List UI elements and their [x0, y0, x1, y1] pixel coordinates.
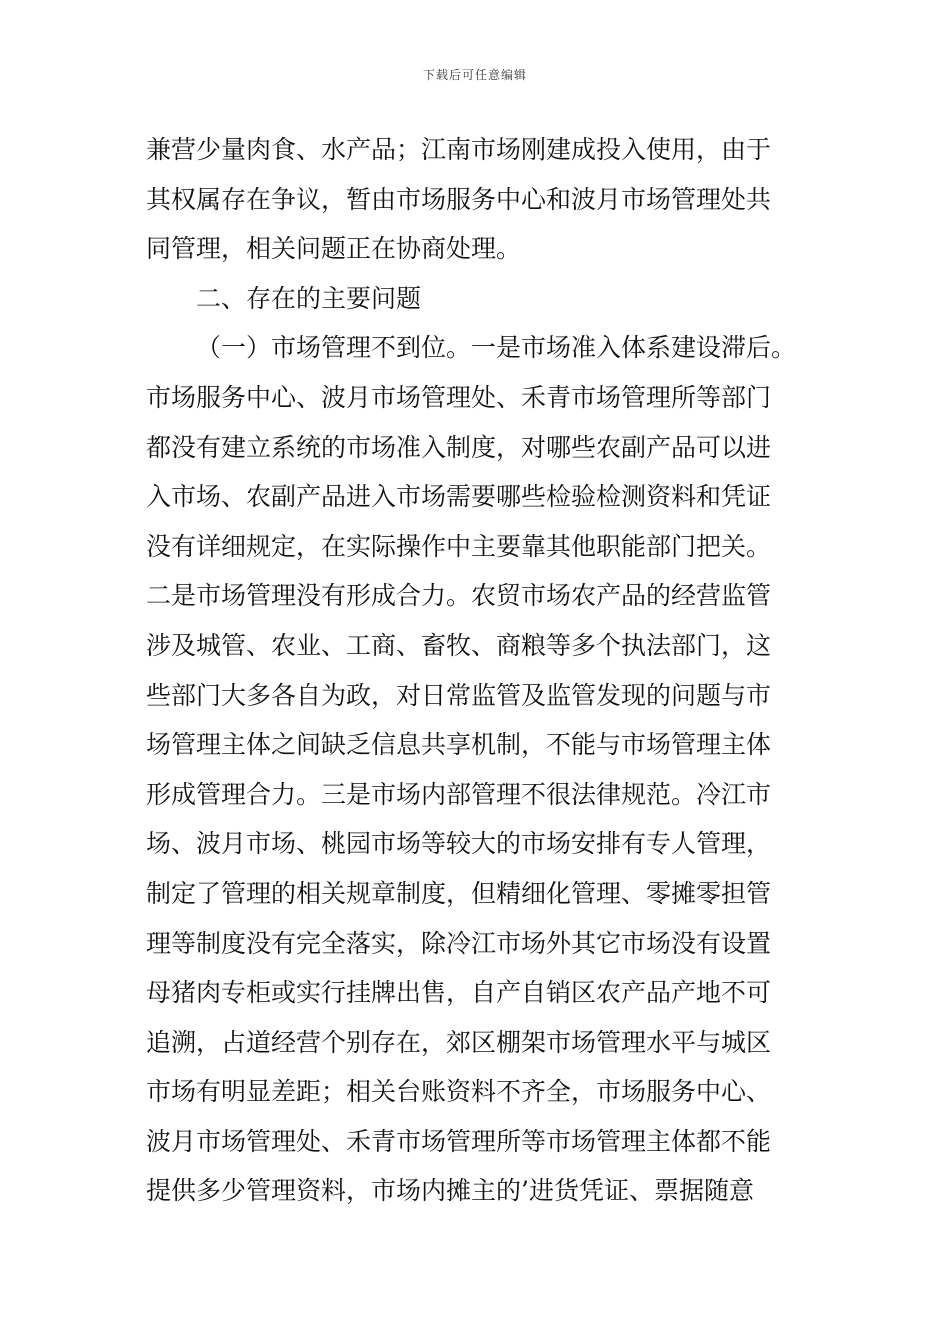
- text-line: 兼营少量肉食、水产品；江南市场刚建成投入使用，由于: [146, 135, 772, 164]
- text-line: 追溯，占道经营个别存在，郊区棚架市场管理水平与城区: [146, 1027, 772, 1057]
- text-line: 其权属存在争议，暂由市场服务中心和波月市场管理处共: [146, 184, 772, 214]
- text-line: 市场服务中心、波月市场管理处、禾青市场管理所等部门: [146, 382, 772, 412]
- header-note: 下载后可任意编辑: [422, 68, 527, 82]
- text-line: 场管理主体之间缺乏信息共享机制，不能与市场管理主体: [146, 730, 772, 760]
- text-line: 没有详细规定，在实际操作中主要靠其他职能部门把关。: [146, 531, 772, 561]
- text-line: 些部门大多各自为政，对日常监管及监管发现的问题与市: [146, 680, 772, 710]
- text-line: 母猪肉专柜或实行挂牌出售，自产自销区农产品产地不可: [146, 978, 772, 1008]
- text-line: 场、波月市场、桃园市场等较大的市场安排有专人管理，: [146, 829, 772, 859]
- text-line: 理等制度没有完全落实，除冷江市场外其它市场没有设置: [146, 928, 772, 958]
- section-heading: 二、存在的主要问题: [196, 283, 422, 313]
- text-line: 入市场、农副产品进入市场需要哪些检验检测资料和凭证: [146, 482, 772, 512]
- text-line: 同管理，相关问题正在协商处理。: [146, 234, 522, 264]
- text-line: 市场有明显差距；相关台账资料不齐全，市场服务中心、: [146, 1077, 772, 1107]
- text-line: （一）市场管理不到位。一是市场准入体系建设滞后。: [196, 333, 797, 363]
- text-line: 波月市场管理处、禾青市场管理所等市场管理主体都不能: [146, 1126, 772, 1156]
- text-line: 制定了管理的相关规章制度，但精细化管理、零摊零担管: [146, 878, 772, 908]
- text-line: 提供多少管理资料，市场内摊主的’进货凭证、票据随意: [146, 1176, 754, 1206]
- text-line: 涉及城管、农业、工商、畜牧、商粮等多个执法部门，这: [146, 630, 772, 660]
- text-line: 形成管理合力。三是市场内部管理不很法律规范。冷江市: [146, 779, 772, 809]
- text-line: 都没有建立系统的市场准入制度，对哪些农副产品可以进: [146, 432, 772, 462]
- document-body: [146, 125, 816, 1216]
- text-line: 二是市场管理没有形成合力。农贸市场农产品的经营监管: [146, 581, 772, 611]
